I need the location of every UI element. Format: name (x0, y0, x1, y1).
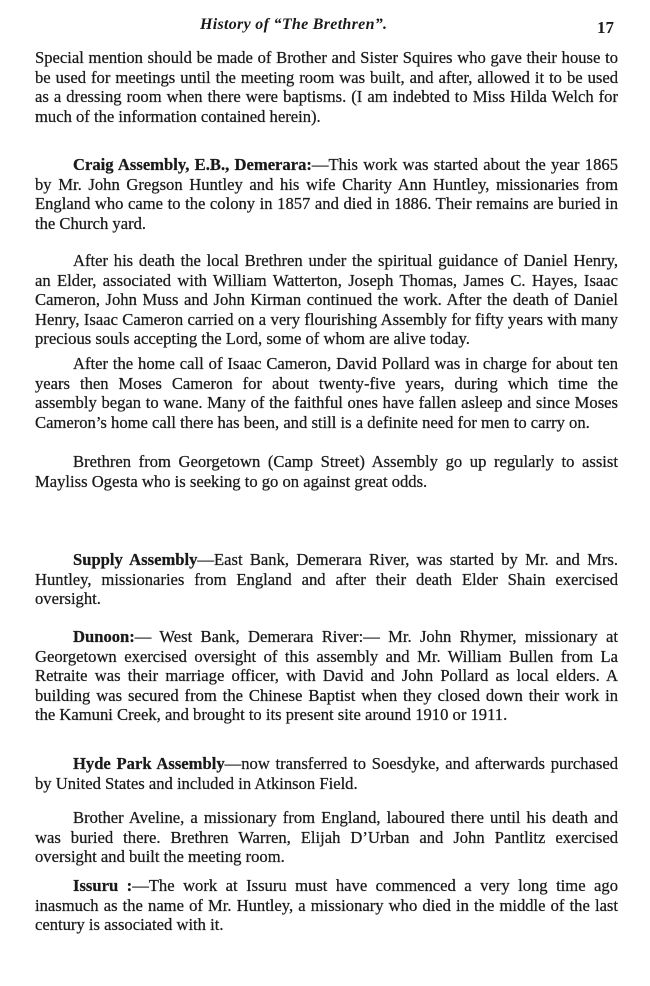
paragraph-issuru (35, 876, 618, 935)
paragraph-supply-assembly (35, 550, 618, 609)
paragraph-craig-assembly (35, 155, 618, 233)
page-number: 17 (597, 18, 614, 37)
paragraph-lead: Craig Assembly, E.B., Demerara: (73, 155, 312, 174)
paragraph-text: —This work was started about the year 1865 by Mr. John Gregson Huntley and his wife Charity Ann Huntley, missionaries from England who came to the colony in 1857 and died in 1886. Their remains are buried in the Church yard. (35, 155, 618, 233)
paragraph-text: Special mention should be made of Brother and Sister Squires who gave their house to be used for meetings until the meeting room was built, and after, allowed it to be used as a dressing room when there were baptisms. (I am indebted to Miss Hilda Welch for much of the information contained herein). (35, 48, 618, 126)
paragraph-text: After the home call of Isaac Cameron, David Pollard was in charge for about ten years then Moses Cameron for about twenty-five years, during which time the assembly began to wane. Many of the faithful ones have fallen asleep and since Moses Cameron’s home call there has been, and still is a definite need for men to carry on. (35, 354, 618, 432)
paragraph-lead: Supply Assembly (73, 550, 198, 569)
running-title: History of “The Brethren”. (200, 16, 388, 33)
paragraph-home-call (35, 354, 618, 432)
paragraph-text: —now transferred to Soesdyke, and afterwards purchased by United States and included in Atkinson Field. (35, 754, 619, 793)
paragraph-squires (35, 48, 618, 126)
paragraph-text: After his death the local Brethren under the spiritual guidance of Daniel Henry, an Elder, associated with William Watterton, Joseph Thomas, James C. Hayes, Isaac Cameron, John Muss and John Kirman continued the work. After the death of Daniel Henry, Isaac Cameron carried on a very flourishing Assembly for fifty years with many precious souls accepting the Lord, some of whom are alive today. (35, 251, 618, 349)
paragraph-text: —The work at Issuru must have commenced a very long time ago inasmuch as the name of Mr. Huntley, a missionary who died in the middle of the last century is associated with it. (35, 876, 618, 935)
paragraph-text: —East Bank, Demerara River, was started by Mr. and Mrs. Huntley, missionaries from England and after their death Elder Shain exercised oversight. (35, 550, 619, 609)
paragraph-text: — West Bank, Demerara River:— Mr. John Rhymer, missionary at Georgetown exercised oversight of this assembly and Mr. William Bullen from La Retraite was their marriage officer, with David and John Pollard as local elders. A building was secured from the Chinese Baptist when they closed down their work in the Kamuni Creek, and brought to its present site around 1910 or 1911. (35, 627, 618, 725)
running-header (0, 14, 650, 38)
paragraph-georgetown (35, 452, 618, 491)
paragraph-lead: Issuru : (73, 876, 133, 895)
paragraph-after-his-death (35, 251, 618, 349)
paragraph-text: Brethren from Georgetown (Camp Street) Assembly go up regularly to assist Mayliss Ogesta who is seeking to go on against great odds. (35, 452, 618, 491)
paragraph-dunoon (35, 627, 618, 725)
paragraph-lead: Hyde Park Assembly (73, 754, 225, 773)
paragraph-lead: Dunoon: (73, 627, 135, 646)
paragraph-text: Brother Aveline, a missionary from England, laboured there until his death and was buried there. Brethren Warren, Elijah D’Urban and John Pantlitz exercised oversight and built the meeting room. (35, 808, 618, 867)
paragraph-aveline (35, 808, 618, 867)
paragraph-hyde-park (35, 754, 618, 793)
